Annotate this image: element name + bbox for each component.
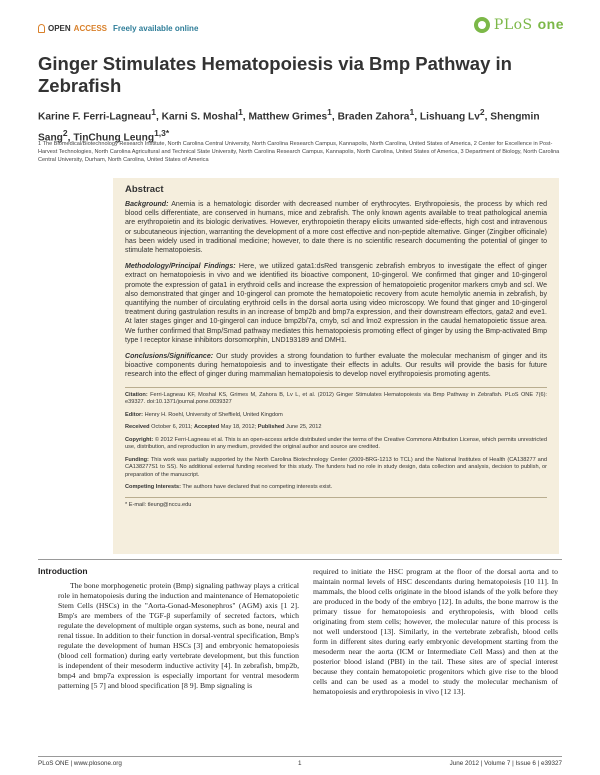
- citation-text: Ferri-Lagneau KF, Moshal KS, Grimes M, Zahora B, Lv L, et al. (2012) Ginger Stimulates Hematopoiesis via Bmp Pathway in Zebrafish. PLoS ONE 7(6): e39327. doi:10.1371/journal.pone.0039327: [125, 391, 547, 406]
- footer-journal: PLoS ONE | www.plosone.org: [38, 760, 122, 767]
- copyright-text: © 2012 Ferri-Lagneau et al. This is an open-access article distributed under the terms of the Creative Commons Attribution License, which permits unrestricted use, distribution, and reproduction in any medium, provided the original author and source are credited.: [125, 436, 547, 451]
- footer-issue: June 2012 | Volume 7 | Issue 6 | e39327: [449, 760, 562, 767]
- abstract-conclusions: [125, 352, 547, 380]
- open-access-banner: [38, 24, 198, 33]
- footer-page-number: 1: [298, 760, 302, 767]
- journal-logo: [474, 16, 564, 33]
- logo-text: [494, 16, 564, 33]
- conclusions-text: Our study provides a strong foundation to further evaluate the molecular mechanism of ginger and its bioactive components during hematopoiesis and to investigate their effects in adults. Our results will provide the basis for future research into the effect of ginger during mammalian hematopoiesis to develop novel erythropoiesis promoting agents.: [125, 353, 547, 379]
- funding-label: Funding:: [125, 456, 149, 463]
- open-label: OPEN: [48, 24, 71, 33]
- corresponding-email: * E-mail: tleung@nccu.edu: [125, 501, 192, 508]
- received-label: Received: [125, 424, 150, 431]
- author-affiliation-mark: 1: [409, 107, 415, 117]
- affiliations: 1 The Biomedical/Biotechnology Research Institute, North Carolina Central University, North Carolina Research Campus, Kannapolis, North Carolina, United States of America, 2 Center for Excellence in Post-Harvest Technologies, North Carolina Agricultural and Technical State University, North Carolina Research Campus, Kannapolis, North Carolina, United States of America, 3 Department of Biology, North Carolina Central University, Durham, North Carolina, United States of America: [38, 141, 560, 163]
- abstract-box: [113, 178, 559, 554]
- received-date: October 6, 2011;: [151, 424, 193, 431]
- published-label: Published: [257, 424, 285, 431]
- access-label: ACCESS: [73, 24, 108, 33]
- author-affiliation-mark: 1: [327, 107, 332, 117]
- accepted-label: Accepted: [193, 424, 220, 431]
- methodology-text: Here, we utilized gata1:dsRed transgenic zebrafish embryos to investigate the effect of ginger extract on hematopoiesis in vivo and we identified its bioactive component, 10-gingerol. We confirmed that ginger and 10-gingerol promote the expression of gata1 in erythroid cells and increase the expression of hematopoietic progenitor markers cmyb and scl. We also demonstrated that ginger and 10-gingerol can promote the hematopoietic recovery from acute hemolytic anemia in zebrafish, by quantifying the number of circulating erythroid cells in the dorsal aorta using video microscopy. We found that ginger and 10-gingerol treatment during gastrulation results in an increase of bmp2b and bmp7a expression, and their downstream effectors, gata2 and eve1. At later stages ginger and 10-gingerol can induce bmp2b/7a, cmyb, scl and lmo2 expression in the caudal hematopoietic tissue area. We further confirmed that Bmp/Smad pathway mediates this hematopoiesis promoting effect of ginger by using the Bmp-activated Bmp type I receptor kinase inhibitors dorsomorphin, LND193189 and DMH1.: [125, 263, 547, 344]
- dates: [125, 424, 547, 432]
- abstract-methodology: [125, 262, 547, 345]
- author-affiliation-mark: 2: [479, 107, 485, 117]
- background-heading: Background:: [125, 201, 169, 208]
- author-list: Karine F. Ferri-Lagneau$^1$, Karni S. Moshal$^1$, Matthew Grimes$^1$, Braden Zahora$^1$, Lishuang Lv$^2$, Shengmin Sang$^2$, TinChung Leung$^{1,3*}$: [38, 107, 540, 144]
- author-name: Karine F. Ferri-Lagneau: [38, 111, 152, 123]
- citation-label: Citation:: [125, 391, 148, 398]
- methodology-heading: Methodology/Principal Findings:: [125, 263, 236, 271]
- copyright-label: Copyright:: [125, 436, 154, 443]
- logo-plos: PLoS: [493, 17, 533, 33]
- published-date: June 25, 2012: [286, 424, 322, 431]
- body-divider: [38, 559, 562, 560]
- citation: [125, 392, 547, 407]
- footer-divider: [38, 756, 562, 757]
- editor-text: Henry H. Roehl, University of Sheffield, United Kingdom: [144, 411, 283, 418]
- email-divider: [125, 497, 547, 498]
- author-affiliation-mark: 1: [151, 107, 156, 117]
- editor-label: Editor:: [125, 411, 144, 418]
- competing-text: The authors have declared that no competing interests exist.: [182, 484, 333, 491]
- abstract-divider: [125, 387, 547, 388]
- author-name: Matthew Grimes: [248, 111, 328, 123]
- author-affiliation-mark: 1,3*: [154, 128, 170, 139]
- introduction-heading: Introduction: [38, 566, 88, 576]
- right-column: [313, 567, 558, 697]
- competing-interests: [125, 484, 547, 492]
- introduction-paragraph-left: The bone morphogenetic protein (Bmp) signaling pathway plays a critical role in hematopoiesis during the induction and maintenance of Hematopoietic Stem Cells (HSCs) in the "Aorta-Gonad-Mesonephros" (AGM) axis [1 2]. Bmp's are members of the TGF-β superfamily of secreted factors, which regulate the development of multiple organ systems, such as bone, neural and renal tissue. In addition to their function in dorsal-ventral specification, Bmp's regulate the development of human HSCs [3] and embryonic hematopoiesis (blood cell formation) during early vertebrate development, but this function is independent of their mesoderm inductive activity [4]. In zebrafish, bmp2b, bmp4 and bmp7a expression is especially important for ventral mesoderm patterning [5 7] and blood specification [8 9]. Bmp signaling is: [58, 581, 299, 690]
- open-access-lock-icon: [38, 24, 45, 33]
- abstract-background: [125, 200, 547, 255]
- competing-label: Competing Interests:: [125, 484, 181, 491]
- left-column: [38, 566, 299, 691]
- abstract-heading: Abstract: [125, 184, 164, 195]
- author-name: TinChung Leung: [73, 132, 155, 144]
- article-title: Ginger Stimulates Hematopoiesis via Bmp Pathway in Zebrafish: [38, 53, 512, 96]
- author-affiliation-mark: 1: [238, 107, 243, 117]
- author-name: Braden Zahora: [337, 111, 410, 123]
- author-name: Shengmin Sang: [38, 111, 540, 144]
- author-name: Lishuang Lv: [419, 111, 480, 123]
- funding-text: This work was partially supported by the North Carolina Biotechnology Center (2009-BRG-1213 to TCL) and the National Institutes of Health (CA138277 and CA138277S1 to SS). No additional external funding received for this study. The funders had no role in study design, data collection and analysis, decision to publish, or preparation of the manuscript.: [125, 456, 548, 478]
- editor: [125, 412, 547, 420]
- copyright: [125, 437, 547, 452]
- introduction-paragraph-right: required to initiate the HSC program at the floor of the dorsal aorta and to maintain normal levels of HSC descendants during hematopoiesis [10 11]. In mammals, the blood cells originate in the blood islands of the yolk before they are produced in the body of the embryo [12]. In adults, the bone marrow is the primary tissue for hematopoiesis and erythropoiesis, with blood cells originating from stem cells; however, the molecular nature of this process is not well understood [13]. Similarly, in the vertebrate zebrafish, blood cells form in different sites during early embryonic development starting from the mesoderm near the aorta (ICM or Intermediate Cell Mass) and then at the posterior blood island (PBI) in the tail. These sites are of special interest because they contain hematopoietic progenitors which give rise to the blood cells and can be used as a model to study the molecular mechanism of hematopoiesis and erythropoiesis in vivo [12 13].: [313, 567, 558, 696]
- background-text: Anemia is a hematologic disorder with decreased number of erythrocytes. Erythropoiesis, the process by which red blood cells differentiate, are conserved in humans, mice and zebrafish. The only known agents available to treat pathological anemia are erythropoietin and its biologic derivatives. However, erythropoietin therapy elicits unwanted side-effects, high cost and intravenous or subcutaneous injection, warranting the development of a more cost effective and non-peptide alternative. Ginger (Zingiber officinale) has been widely used in traditional medicine; however, to date there is no scientific research documenting the potential of ginger to stimulate hematopoiesis.: [125, 201, 547, 255]
- logo-one: one: [537, 16, 564, 32]
- author-affiliation-mark: 2: [62, 128, 68, 139]
- conclusions-heading: Conclusions/Significance:: [125, 353, 214, 361]
- plos-logo-icon: [474, 17, 490, 33]
- author-name: Karni S. Moshal: [161, 111, 239, 123]
- accepted-date: May 18, 2012;: [220, 424, 257, 431]
- freely-available-label: Freely available online: [113, 24, 199, 33]
- funding: [125, 457, 547, 480]
